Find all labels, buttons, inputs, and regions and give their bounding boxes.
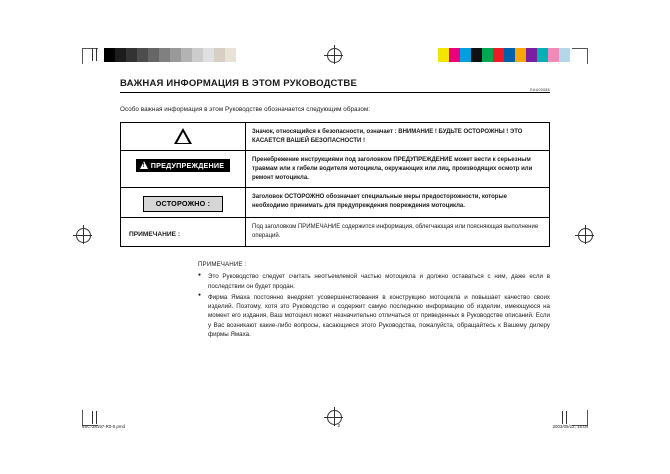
warning-triangle-icon: ! <box>174 128 192 144</box>
calibration-swatch <box>515 48 526 62</box>
symbol-cell-primechanie <box>121 217 246 246</box>
intro-paragraph: Особо важная информация в этом Руководстве обозначается следующим образом: <box>120 106 371 113</box>
calibration-swatch <box>126 48 137 62</box>
calibration-swatch <box>214 48 225 62</box>
calibration-swatch <box>504 48 515 62</box>
calibration-swatch <box>148 48 159 62</box>
registration-target-right <box>578 228 593 243</box>
warning-label-text: ПРЕДУПРЕЖДЕНИЕ <box>150 160 225 170</box>
table-row <box>121 151 550 188</box>
table-row <box>121 217 550 246</box>
table-row <box>121 188 550 218</box>
grayscale-calibration-bar <box>104 48 236 62</box>
symbol-description: Пренебрежение инструкциями под заголовком ПРЕДУПРЕЖДЕНИЕ может вести к серьезным травмам или к гибели водителя мотоцикла, окружающих или лиц, производящих осмотр или ремонт мотоцикла. <box>246 151 550 188</box>
calibration-swatch <box>192 48 203 62</box>
page-number: 2 <box>337 424 341 429</box>
footer-filename: 5SC-28197-R0-0.pmd <box>82 424 125 429</box>
calibration-swatch <box>471 48 482 62</box>
symbol-description: Заголовок ОСТОРОЖНО обозначает специальные меры предосторожности, которые необходимо принимать для предупреждения повреждения мотоцикла. <box>246 188 550 218</box>
symbol-description: Значок, относящийся к безопасности, означает : ВНИМАНИЕ ! БУДЬТЕ ОСТОРОЖНЫ ! ЭТО КАСАЕТСЯ ВАШЕЙ БЕЗОПАСНОСТИ ! <box>246 123 550 151</box>
page-title: ВАЖНАЯ ИНФОРМАЦИЯ В ЭТОМ РУКОВОДСТВЕ <box>120 78 550 93</box>
registration-target-top <box>327 48 342 63</box>
document-code: EAU00085 <box>530 88 550 92</box>
calibration-swatch <box>493 48 504 62</box>
registration-target-bottom <box>327 410 342 425</box>
calibration-swatch <box>449 48 460 62</box>
calibration-swatch <box>104 48 115 62</box>
calibration-swatch <box>181 48 192 62</box>
calibration-swatch <box>482 48 493 62</box>
calibration-swatch <box>526 48 537 62</box>
note-label-badge: ПРИМЕЧАНИЕ : <box>129 230 181 238</box>
document-page <box>120 78 550 341</box>
symbol-description: Под заголовком ПРИМЕЧАНИЕ содержится информация, облегчающая или поясняющая выполнение операций. <box>246 217 550 246</box>
symbol-legend-table <box>120 122 550 247</box>
registration-target-left <box>76 228 91 243</box>
list-item: ● Это Руководство следует считать неотъемлемой частью мотоцикла и должно оставаться с ним, даже если в последствии он будет продан. <box>198 272 550 291</box>
registration-tick <box>96 48 97 61</box>
page-footer <box>82 424 588 429</box>
symbol-cell-ostorozhno <box>121 188 246 218</box>
color-calibration-bar <box>438 48 570 62</box>
registration-tick <box>96 411 97 424</box>
calibration-swatch <box>438 48 449 62</box>
registration-tick <box>566 411 567 424</box>
note-list <box>198 272 550 339</box>
calibration-swatch <box>115 48 126 62</box>
symbol-cell-preduprezhdenie <box>121 151 246 188</box>
table-row <box>121 123 550 151</box>
symbol-cell-warning-triangle <box>121 123 246 151</box>
calibration-swatch <box>559 48 570 62</box>
calibration-swatch <box>170 48 181 62</box>
registration-tick <box>92 48 93 61</box>
calibration-swatch <box>137 48 148 62</box>
calibration-swatch <box>537 48 548 62</box>
note-section-title: ПРИМЕЧАНИЕ : <box>198 260 247 268</box>
registration-tick <box>92 411 93 424</box>
warning-label-badge <box>136 159 231 173</box>
calibration-swatch <box>225 48 236 62</box>
crop-mark-top-right <box>572 48 588 64</box>
list-item: ● Фирма Ямаха постоянно внедряет усовершенствования в конструкцию мотоцикла и повышает качество своих изделий. Поэтому, хотя это Руководство и содержит самую последнюю информацию об изделии, имеющуюся на момент его издания, Ваш мотоцикл может незначительно отличаться от приведенных в Руководстве описаний. Если у Вас возникают какие-либо вопросы, касающиеся этого Руководства, пожалуйста, обращайтесь к Вашему дилеру фирмы Ямаха. <box>198 293 550 339</box>
calibration-swatch <box>460 48 471 62</box>
footer-timestamp: 2003/05/22, 15:04 <box>552 424 588 429</box>
warning-triangle-icon <box>140 161 148 169</box>
caution-label-badge: ОСТОРОЖНО : <box>143 196 223 212</box>
calibration-swatch <box>203 48 214 62</box>
note-section <box>120 260 550 339</box>
registration-tick <box>562 411 563 424</box>
calibration-swatch <box>548 48 559 62</box>
calibration-swatch <box>159 48 170 62</box>
